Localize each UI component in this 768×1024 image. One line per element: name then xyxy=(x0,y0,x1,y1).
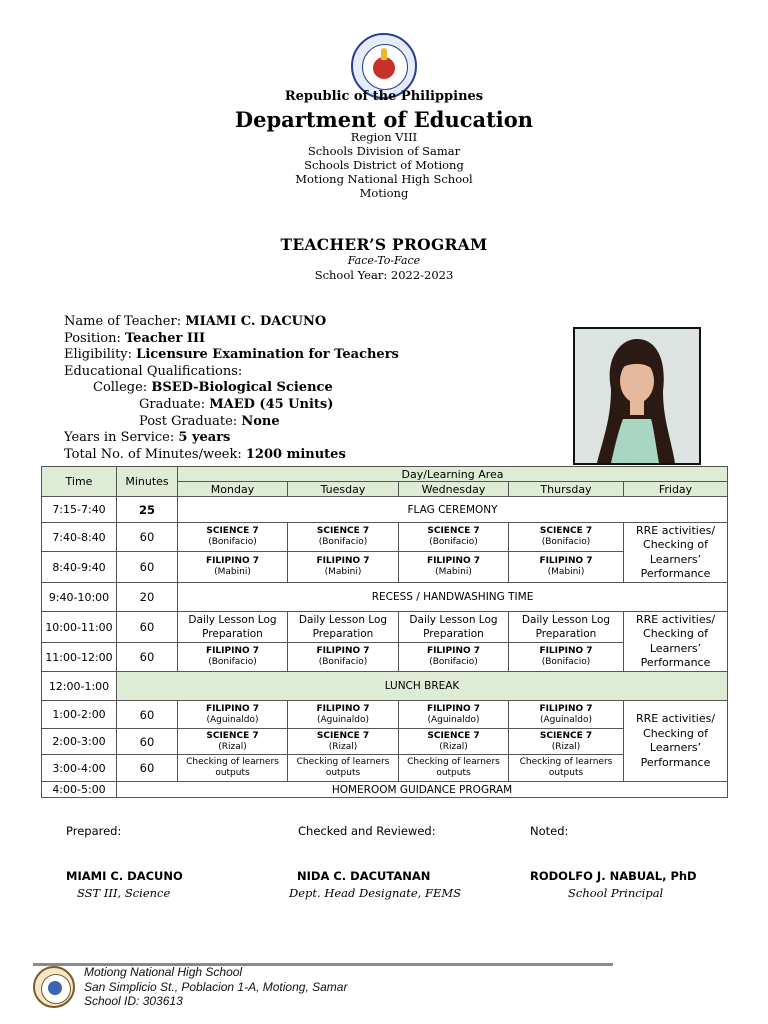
section: (Aguinaldo) xyxy=(206,714,259,725)
checking-cell: Checking of learners outputs xyxy=(399,755,509,782)
prepared-label: Prepared: xyxy=(66,824,122,838)
section: (Aguinaldo) xyxy=(316,714,370,725)
recess-band: RECESS / HANDWASHING TIME xyxy=(178,583,728,612)
checking-cell: Checking of learners outputs xyxy=(509,755,624,782)
subject: FILIPINO 7 xyxy=(426,646,481,656)
section: (Bonifacio) xyxy=(541,537,591,547)
teacher-postgrad: None xyxy=(241,413,280,429)
minutes-cell: 60 xyxy=(117,729,178,755)
teacher-info xyxy=(64,314,399,463)
district-line: Schools District of Motiong xyxy=(304,158,464,172)
teacher-graduate: MAED (45 Units) xyxy=(209,396,334,412)
schedule-table xyxy=(41,466,728,798)
subject: SCIENCE 7 xyxy=(427,526,480,536)
time-cell: 7:40-8:40 xyxy=(42,523,117,552)
footer-address: San Simplicio St., Poblacion 1-A, Motiong, Samar xyxy=(84,979,348,994)
section: (Rizal) xyxy=(439,741,468,752)
class-cell xyxy=(509,523,624,552)
school-seal-logo xyxy=(33,966,75,1008)
subject: FILIPINO 7 xyxy=(539,646,593,656)
class-cell xyxy=(509,552,624,583)
checked-role: Dept. Head Designate, FEMS xyxy=(289,886,462,900)
section: (Bonifacio) xyxy=(318,537,368,547)
class-cell xyxy=(288,643,399,672)
time-cell: 2:00-3:00 xyxy=(42,729,117,755)
dll-cell: Daily Lesson Log Preparation xyxy=(288,612,399,643)
subject: SCIENCE 7 xyxy=(539,730,593,741)
noted-name: RODOLFO J. NABUAL, PhD xyxy=(530,869,697,883)
name-label: Name of Teacher: xyxy=(64,314,182,329)
republic-line: Republic of the Philippines xyxy=(284,89,484,104)
friday-rre-cell: RRE activities/ Checking of Learners’ Performance xyxy=(624,523,728,583)
header-friday: Friday xyxy=(624,482,728,497)
program-mode: Face-To-Face xyxy=(347,254,421,267)
table-row xyxy=(42,583,728,612)
checked-label: Checked and Reviewed: xyxy=(298,824,436,838)
dll-cell: Daily Lesson Log Preparation xyxy=(509,612,624,643)
class-cell xyxy=(178,523,288,552)
subject: FILIPINO 7 xyxy=(205,556,260,566)
minutes-cell: 60 xyxy=(117,523,178,552)
noted-role: School Principal xyxy=(568,886,664,900)
class-cell xyxy=(509,643,624,672)
class-cell xyxy=(509,701,624,729)
time-cell: 4:00-5:00 xyxy=(42,782,117,798)
table-row xyxy=(42,701,728,729)
subject: FILIPINO 7 xyxy=(426,556,481,566)
minutes-cell: 60 xyxy=(117,552,178,583)
dll-cell: Daily Lesson Log Preparation xyxy=(399,612,509,643)
portrait-illustration xyxy=(575,329,699,463)
section: (Bonifacio) xyxy=(318,657,368,667)
checking-cell: Checking of learners outputs xyxy=(288,755,399,782)
eligibility-label: Eligibility: xyxy=(64,347,133,363)
header-time: Time xyxy=(42,467,117,497)
time-cell: 9:40-10:00 xyxy=(42,583,117,612)
subject: FILIPINO 7 xyxy=(316,703,370,714)
position-label: Position: xyxy=(64,330,121,346)
section: (Bonifacio) xyxy=(541,657,591,667)
footer-text xyxy=(84,965,347,1009)
class-cell xyxy=(399,552,509,583)
school-line: Motiong National High School xyxy=(295,172,473,186)
prepared-name: MIAMI C. DACUNO xyxy=(66,869,183,883)
header-minutes: Minutes xyxy=(117,467,178,497)
lunch-band: LUNCH BREAK xyxy=(117,672,728,701)
teacher-college: BSED-Biological Science xyxy=(151,380,333,396)
footer-school-id: School ID: 303613 xyxy=(84,994,183,1008)
footer-school: Motiong National High School xyxy=(84,965,243,979)
department-title: Department of Education xyxy=(234,107,534,132)
section: (Aguinaldo) xyxy=(427,714,480,725)
subject: SCIENCE 7 xyxy=(427,730,480,741)
minutes-cell: 60 xyxy=(117,755,178,782)
header-tuesday: Tuesday xyxy=(288,482,399,497)
section: (Rizal) xyxy=(551,741,581,752)
class-cell xyxy=(399,643,509,672)
class-cell xyxy=(399,523,509,552)
table-row xyxy=(42,497,728,523)
friday-rre-cell: RRE activities/ Checking of Learners’ Performance xyxy=(624,701,728,782)
class-cell xyxy=(288,729,399,755)
region-line: Region VIII xyxy=(350,130,418,144)
table-row xyxy=(42,672,728,701)
section: (Bonifacio) xyxy=(208,657,257,667)
checked-name: NIDA C. DACUTANAN xyxy=(297,869,431,883)
college-label: College: xyxy=(93,380,148,396)
subject: FILIPINO 7 xyxy=(205,703,260,714)
time-cell: 3:00-4:00 xyxy=(42,755,117,782)
class-cell xyxy=(178,643,288,672)
checking-cell: Checking of learners outputs xyxy=(178,755,288,782)
class-cell xyxy=(288,552,399,583)
minutes-cell: 20 xyxy=(117,583,178,612)
teacher-minutes: 1200 minutes xyxy=(245,446,346,462)
educ-label: Educational Qualifications: xyxy=(64,363,243,379)
section: (Mabini) xyxy=(547,567,585,577)
subject: SCIENCE 7 xyxy=(206,526,259,536)
subject: SCIENCE 7 xyxy=(539,526,593,536)
years-label: Years in Service: xyxy=(64,430,175,446)
class-cell xyxy=(178,701,288,729)
section: (Aguinaldo) xyxy=(539,714,593,725)
time-cell: 10:00-11:00 xyxy=(42,612,117,643)
subject: SCIENCE 7 xyxy=(206,730,259,741)
subject: FILIPINO 7 xyxy=(205,646,260,656)
subject: FILIPINO 7 xyxy=(426,703,481,714)
dll-cell: Daily Lesson Log Preparation xyxy=(178,612,288,643)
postgrad-label: Post Graduate: xyxy=(139,413,238,429)
subject: SCIENCE 7 xyxy=(316,730,370,741)
subject: SCIENCE 7 xyxy=(316,526,370,536)
teacher-name: MIAMI C. DACUNO xyxy=(185,314,327,329)
section: (Bonifacio) xyxy=(429,657,478,667)
section: (Bonifacio) xyxy=(429,537,478,547)
time-cell: 11:00-12:00 xyxy=(42,643,117,672)
homeroom-band: HOMEROOM GUIDANCE PROGRAM xyxy=(117,782,728,798)
minutes-label: Total No. of Minutes/week: xyxy=(64,446,242,462)
time-cell: 12:00-1:00 xyxy=(42,672,117,701)
section: (Mabini) xyxy=(214,567,251,577)
minutes-cell: 60 xyxy=(117,612,178,643)
flag-ceremony-band: FLAG CEREMONY xyxy=(178,497,728,523)
subject: FILIPINO 7 xyxy=(539,703,593,714)
header-day-area: Day/Learning Area xyxy=(178,467,728,482)
town-line: Motiong xyxy=(359,186,409,200)
time-cell: 7:15-7:40 xyxy=(42,497,117,523)
division-line: Schools Division of Samar xyxy=(307,144,461,158)
prepared-role: SST III, Science xyxy=(77,886,171,900)
header-thursday: Thursday xyxy=(509,482,624,497)
class-cell xyxy=(509,729,624,755)
noted-label: Noted: xyxy=(530,824,569,838)
time-cell: 8:40-9:40 xyxy=(42,552,117,583)
table-row xyxy=(42,612,728,643)
section: (Mabini) xyxy=(435,567,472,577)
section: (Rizal) xyxy=(218,741,247,752)
minutes-cell: 60 xyxy=(117,643,178,672)
class-cell xyxy=(178,552,288,583)
class-cell xyxy=(178,729,288,755)
class-cell xyxy=(288,523,399,552)
minutes-cell: 60 xyxy=(117,701,178,729)
teacher-years: 5 years xyxy=(178,430,231,446)
class-cell xyxy=(288,701,399,729)
subject: FILIPINO 7 xyxy=(539,556,593,566)
school-year: School Year: 2022-2023 xyxy=(314,268,454,282)
header-monday: Monday xyxy=(178,482,288,497)
friday-rre-cell: RRE activities/ Checking of Learners’ Performance xyxy=(624,612,728,672)
section: (Bonifacio) xyxy=(208,537,257,547)
subject: FILIPINO 7 xyxy=(316,556,370,566)
teacher-position: Teacher III xyxy=(124,330,206,346)
header-wednesday: Wednesday xyxy=(399,482,509,497)
graduate-label: Graduate: xyxy=(139,396,206,412)
class-cell xyxy=(399,701,509,729)
section: (Rizal) xyxy=(328,741,358,752)
subject: FILIPINO 7 xyxy=(316,646,370,656)
class-cell xyxy=(399,729,509,755)
time-cell: 1:00-2:00 xyxy=(42,701,117,729)
program-title: TEACHER’S PROGRAM xyxy=(280,235,488,254)
teacher-eligibility: Licensure Examination for Teachers xyxy=(136,347,399,363)
table-row xyxy=(42,523,728,552)
teacher-photo xyxy=(573,327,701,465)
section: (Mabini) xyxy=(324,567,362,577)
minutes-cell: 25 xyxy=(117,497,178,523)
table-row xyxy=(42,782,728,798)
